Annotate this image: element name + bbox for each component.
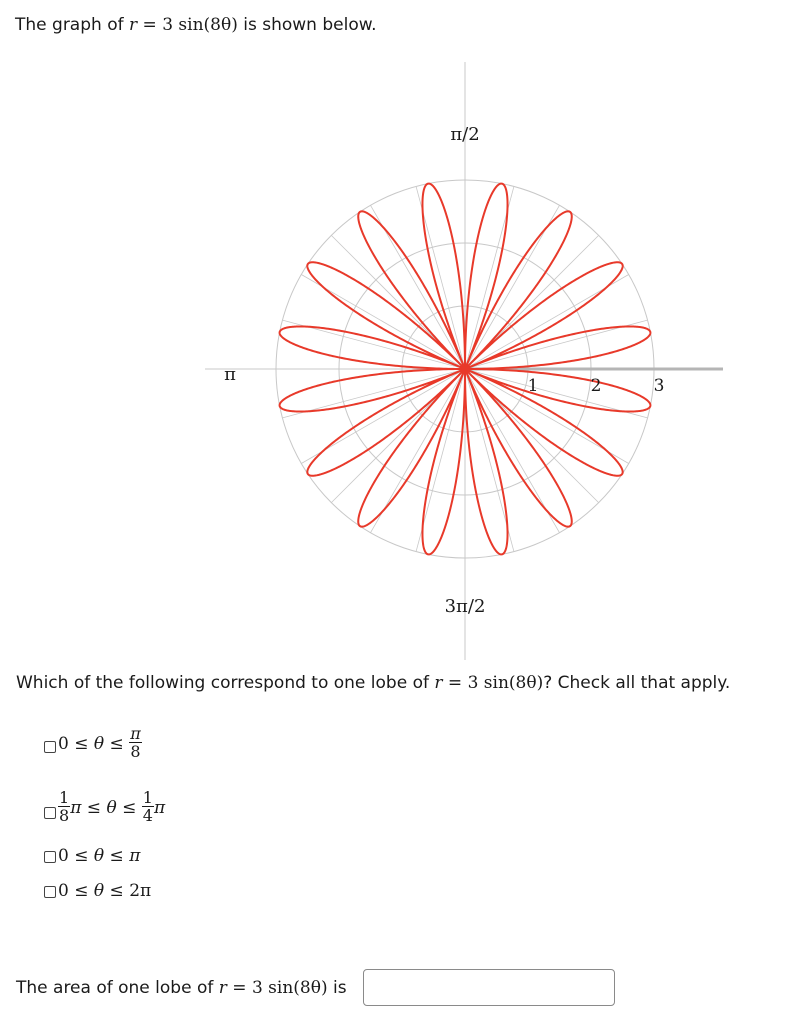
intro-equation: r = 3 sin(8θ) xyxy=(128,15,238,35)
lobe-area-input[interactable] xyxy=(363,969,615,1006)
option-1-label: 0 ≤ θ ≤ $\frac{\pi}{8}$ xyxy=(58,724,141,761)
intro-suffix: is shown below. xyxy=(243,15,377,35)
answer-prompt xyxy=(16,978,347,998)
question-eq-rhs: 3 sin(8θ) xyxy=(467,673,544,693)
option-4-label: 0 ≤ θ ≤ 2π xyxy=(58,881,152,901)
option-3-label: 0 ≤ θ ≤ π xyxy=(58,846,141,866)
option-2-left-factor: π xyxy=(70,798,82,818)
option-4-right: 2π xyxy=(129,881,152,901)
angle-label-pi-over-2: π/2 xyxy=(450,124,480,145)
question-text xyxy=(16,673,730,693)
answer-prefix: The area of one lobe of xyxy=(16,978,214,998)
option-1-checkbox[interactable] xyxy=(44,741,56,753)
option-2-right-fraction xyxy=(142,789,154,824)
answer-equation: r = 3 sin(8θ) xyxy=(218,978,328,998)
option-1-frac-den: 8 xyxy=(130,742,141,761)
angle-label-pi: π xyxy=(224,364,236,385)
question-eq-lhs: r xyxy=(434,673,443,693)
option-2-left-num: 1 xyxy=(59,788,70,807)
answer-eq-rhs: 3 sin(8θ) xyxy=(251,978,328,998)
option-1-left: 0 xyxy=(58,734,69,754)
question-equation: r = 3 sin(8θ) xyxy=(434,673,544,693)
answer-suffix: is xyxy=(333,978,347,998)
option-2-right-factor: π xyxy=(153,798,166,818)
intro-eq-lhs: r xyxy=(128,15,138,35)
radial-label-1: 1 xyxy=(527,376,539,396)
option-2-checkbox[interactable] xyxy=(44,807,56,819)
answer-eq-lhs: r xyxy=(218,978,227,998)
option-3-right: π xyxy=(129,846,141,866)
option-1-fraction xyxy=(129,725,142,760)
option-3-left: 0 xyxy=(58,846,69,866)
option-2-label: $\frac{1}{8}$ π ≤ θ ≤ $\frac{1}{4}$ π xyxy=(59,788,166,825)
option-2-left-den: 8 xyxy=(59,806,70,825)
option-2-right-den: 4 xyxy=(142,806,153,825)
question-suffix: ? Check all that apply. xyxy=(543,673,731,693)
option-3-checkbox[interactable] xyxy=(44,851,56,863)
radial-label-3: 3 xyxy=(653,376,665,396)
option-4-left: 0 xyxy=(58,881,69,901)
intro-eq-rhs: 3 sin(8θ) xyxy=(162,15,238,35)
option-2-left-fraction xyxy=(58,789,70,824)
option-4-checkbox[interactable] xyxy=(44,886,56,898)
angle-label-3pi-over-2: 3π/2 xyxy=(444,596,486,617)
question-prefix: Which of the following correspond to one lobe of xyxy=(16,673,429,693)
option-2-right-num: 1 xyxy=(142,788,153,807)
option-1-frac-num: π xyxy=(130,724,141,743)
radial-label-2: 2 xyxy=(590,376,602,396)
intro-prefix: The graph of xyxy=(15,15,124,35)
